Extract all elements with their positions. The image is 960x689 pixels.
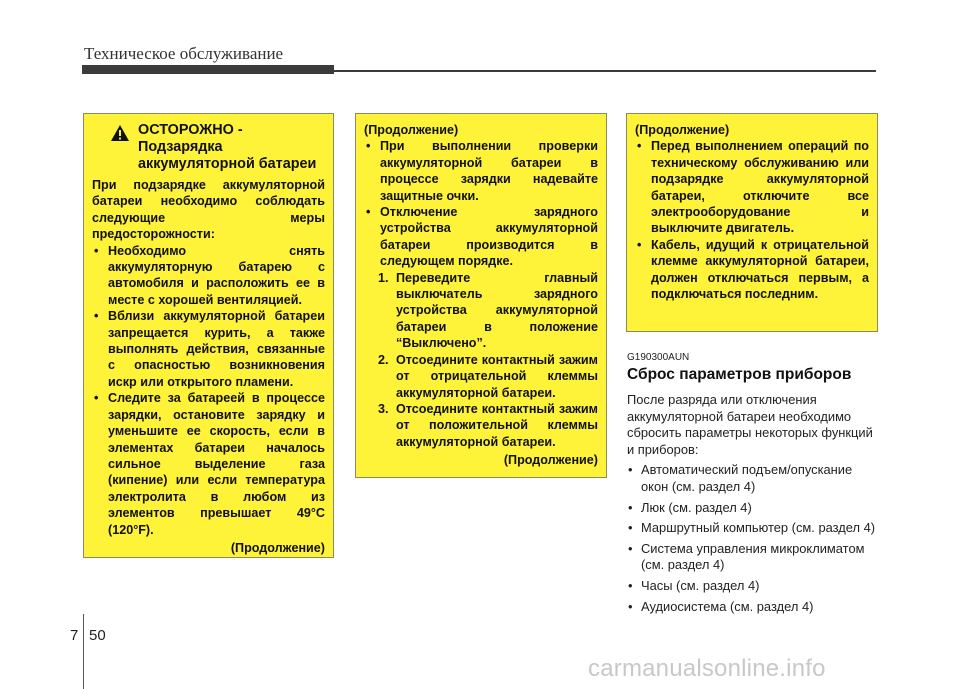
chapter-number: 7: [70, 627, 79, 644]
continued-label: (Продолжение): [230, 540, 325, 555]
warning-triangle-icon: [110, 124, 130, 142]
reset-list-item: • Аудиосистема (см. раздел 4): [627, 599, 882, 616]
reset-list-item: • Часы (см. раздел 4): [627, 578, 882, 595]
step-item: 1. Переведите главный выключатель зарядного устройства аккумуляторной батареи в положение “Выключено”.: [378, 270, 598, 352]
reset-list-item: • Автоматический подъем/опускание окон (см. раздел 4): [627, 462, 882, 495]
continued-warning-box-right: [626, 113, 878, 332]
page-number: 50: [89, 627, 106, 644]
warning-title: [138, 122, 316, 173]
warning-list-item: • Вблизи аккумуляторной батареи запрещается курить, а также выполнять действия, связанные с опасностью возникновения искр или открытого пламени.: [92, 308, 325, 390]
warning-intro: При подзарядке аккумуляторной батареи необходимо соблюдать следующие меры предосторожности:: [92, 178, 325, 242]
steps-list: [364, 270, 598, 450]
reset-list-item: • Маршрутный компьютер (см. раздел 4): [627, 520, 882, 537]
reset-list-item: • Люк (см. раздел 4): [627, 500, 882, 517]
warning-title-line: аккумуляторной батареи: [138, 156, 317, 172]
reset-list: [627, 462, 882, 615]
warning-list-item: • При выполнении проверки аккумуляторной батареи в процессе зарядки надевайте защитные очки.: [364, 138, 598, 204]
step-item: 2. Отсоедините контактный зажим от отрицательной клеммы аккумуляторной батареи.: [378, 352, 598, 401]
header-bar: [82, 65, 334, 74]
warning-list: [92, 243, 325, 538]
box-continued-header: (Продолжение): [364, 123, 459, 137]
warning-header: [92, 122, 325, 173]
warning-list-item: • Отключение зарядного устройства аккумуляторной батареи производится в следующем порядке.: [364, 204, 598, 270]
page-number-divider: [83, 614, 84, 689]
warning-list: [635, 138, 869, 302]
warning-title-line: Подзарядка: [138, 139, 223, 155]
section-title: Сброс параметров приборов: [627, 366, 852, 383]
warning-box: [83, 113, 334, 558]
continued-label: (Продолжение): [503, 453, 598, 468]
warning-title-line: ОСТОРОЖНО -: [138, 122, 243, 138]
warning-list-item: • Кабель, идущий к отрицательной клемме аккумуляторной батареи, должен отключаться первым, а подключаться последним.: [635, 237, 869, 303]
section-code: G190300AUN: [627, 352, 690, 363]
watermark: carmanualsonline.info: [588, 655, 826, 682]
section-intro: После разряда или отключения аккумуляторной батареи необходимо сбросить параметры некоторых функций и приборов:: [627, 392, 873, 457]
warning-list-item: • Перед выполнением операций по техническому обслуживанию или подзарядке аккумуляторной батареи, отключите все электрооборудование и выключите двигатель.: [635, 138, 869, 236]
box-continued-header: (Продолжение): [635, 123, 730, 137]
reset-list-item: • Система управления микроклиматом (см. раздел 4): [627, 541, 882, 574]
warning-list-item: • Необходимо снять аккумуляторную батарею с автомобиля и расположить ее в месте с хорошей вентиляцией.: [92, 243, 325, 309]
section-body: [627, 392, 882, 619]
warning-list: [364, 138, 598, 269]
header-rule: [334, 70, 876, 72]
continued-warning-box: [355, 113, 607, 478]
step-item: 3. Отсоедините контактный зажим от положительной клеммы аккумуляторной батареи.: [378, 401, 598, 450]
page-header-title: Техническое обслуживание: [84, 44, 284, 63]
warning-list-item: • Следите за батареей в процессе зарядки, остановите зарядку и уменьшите ее скорость, если в элементах батареи началось сильное выделение газа (кипение) или если температура электролита в любом из элементов превышает 49°C (120°F).: [92, 390, 325, 538]
